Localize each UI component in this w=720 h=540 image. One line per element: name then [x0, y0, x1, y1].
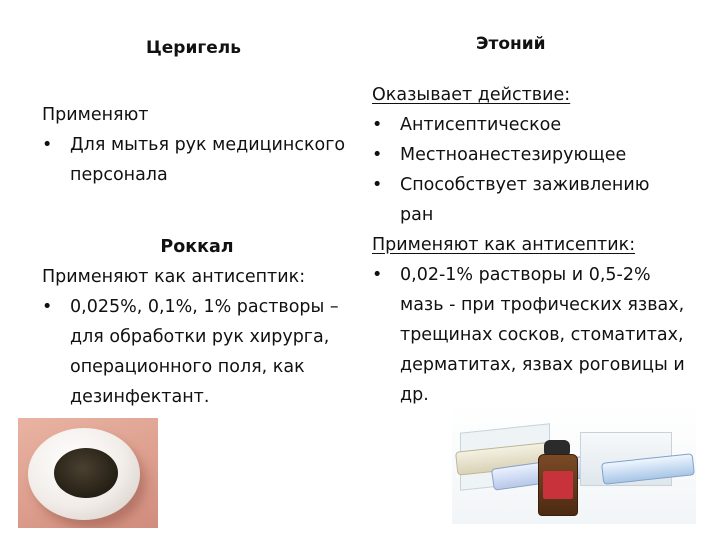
etonium-products-photo [452, 404, 696, 524]
left-title: Церигель [146, 38, 241, 58]
right-subbullet-1 [372, 260, 692, 410]
right-block [372, 80, 692, 410]
left-block [42, 100, 352, 190]
left-subbullet-1 [42, 292, 352, 412]
right-bullet-text: Антисептическое [400, 115, 562, 135]
left-subtitle: Роккал [160, 237, 234, 257]
bottle-image [538, 454, 578, 516]
bowl-image [28, 428, 140, 520]
right-bullet-text: Способствует заживлению ран [400, 175, 650, 225]
bullet-dot: • [372, 175, 383, 195]
right-bullet-1 [372, 110, 692, 140]
left-bullet-text: Для мытья рук медицинского персонала [70, 135, 346, 185]
left-intro: Применяют [42, 105, 149, 125]
ointment-image [54, 448, 118, 498]
right-subintro: Применяют как антисептик: [372, 235, 636, 255]
right-bullet-text: Местноанестезирующее [400, 145, 627, 165]
left-subintro: Применяют как антисептик: [42, 267, 306, 287]
right-title: Этоний [476, 34, 546, 54]
ointment-bowl-photo [18, 418, 158, 528]
bottle-label-image [543, 471, 573, 499]
right-bullet-3 [372, 170, 692, 230]
right-intro: Оказывает действие: [372, 85, 571, 105]
bullet-dot: • [42, 135, 53, 155]
left-subbullet-text: 0,025%, 0,1%, 1% растворы – для обработки рук хирурга, операционного поля, как дезинфектант. [70, 297, 339, 407]
bullet-dot: • [372, 265, 383, 285]
bullet-dot: • [372, 145, 383, 165]
left-subblock [42, 232, 352, 412]
right-bullet-2 [372, 140, 692, 170]
right-subbullet-text: 0,02-1% растворы и 0,5-2% мазь - при трофических язвах, трещинах сосков, стоматитах, дерматитах, язвах роговицы и др. [400, 265, 685, 405]
bullet-dot: • [42, 297, 53, 317]
bullet-dot: • [372, 115, 383, 135]
left-bullet-1 [42, 130, 352, 190]
